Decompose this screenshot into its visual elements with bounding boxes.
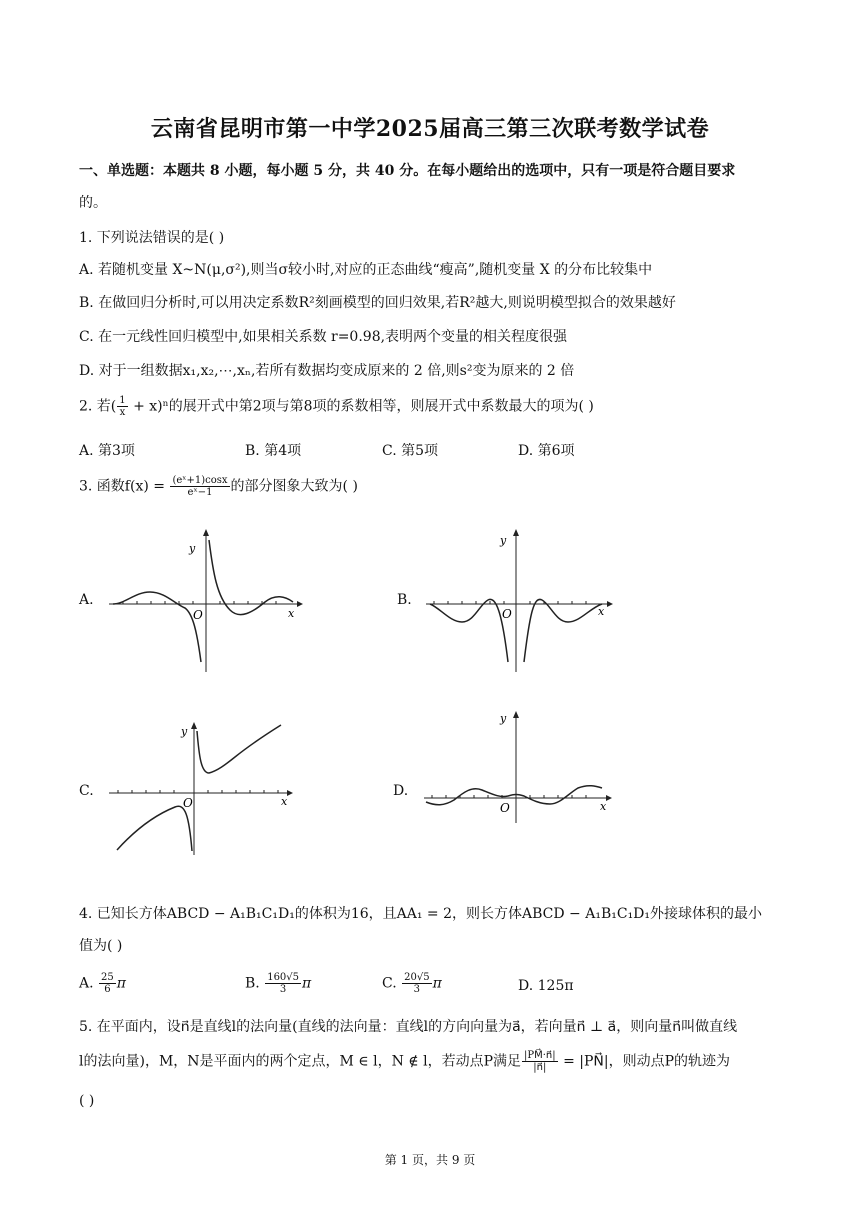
q4-b-num: 160√5 [267,972,300,983]
q3-stem [79,475,358,498]
q1-option-d: D. 对于一组数据x₁,x₂,⋯,xₙ,若所有数据均变成原来的 2 倍,则s²变为原来的 2 倍 [79,363,575,379]
section-heading-cont: 的。 [79,195,107,211]
q3-stem-prefix: 3. 函数f(x) = [79,478,170,495]
graph-d-label: D. [393,783,409,799]
graph-c [105,715,305,860]
graph-d-x-label: x [600,800,607,813]
q4-stem-line2: 值为( ) [79,938,123,954]
graph-b-y-label: y [500,534,507,547]
q3-frac-den: eˣ−1 [187,487,213,498]
graph-b-x-label: x [598,605,605,618]
q1-option-b: B. 在做回归分析时,可以用决定系数R²刻画模型的回归效果,若R²越大,则说明模型拟合的效果越好 [79,295,676,311]
q2-stem [79,395,594,418]
q4-option-b [245,972,311,995]
q4-b-pi: π [302,975,312,992]
q2-stem-prefix: 2. 若( [79,398,117,415]
q1-stem: 1. 下列说法错误的是( ) [79,230,225,246]
q5-line2-suffix: = |PN⃗|，则动点P的轨迹为 [558,1053,731,1070]
q4-c-fraction [402,972,431,995]
graph-a-label: A. [79,592,94,608]
q4-a-num: 25 [101,972,114,983]
q2-fraction [117,395,127,418]
q4-option-d: D. 125π [518,978,574,994]
graph-d-origin: O [500,801,510,815]
q5-line2-prefix: l的法向量)，M，N是平面内的两个定点，M ∈ l，N ∉ l，若动点P满足 [79,1053,522,1070]
graph-a-y-label: y [189,542,196,555]
q4-option-a [79,972,126,995]
graph-a [105,522,305,677]
q5-fraction [522,1050,558,1073]
q4-a-pi: π [116,975,126,992]
graph-b-label: B. [397,592,412,608]
q2-frac-den: x [119,407,126,418]
q4-option-c [382,972,442,995]
q5-stem-line1: 5. 在平面内，设n⃗是直线l的法向量(直线的法向量：直线l的方向向量为a⃗，若向量n⃗ ⊥ a⃗，则向量n⃗叫做直线 [79,1019,738,1035]
q4-c-den: 3 [413,984,421,995]
graph-c-label: C. [79,783,94,799]
q2-option-d: D. 第6项 [518,443,575,459]
q1-option-a: A. 若随机变量 X~N(μ,σ²),则当σ较小时,对应的正态曲线“瘦高”,随机变量 X 的分布比较集中 [79,262,653,278]
q5-frac-den: |n⃗| [533,1062,547,1073]
q2-option-c: C. 第5项 [382,443,439,459]
graph-c-origin: O [183,796,193,810]
q5-stem-line3: ( ) [79,1093,95,1109]
graph-d [420,708,618,828]
q4-a-den: 6 [104,984,111,995]
section-heading: 一、单选题：本题共 8 小题，每小题 5 分，共 40 分。在每小题给出的选项中，只有一项是符合题目要求 [79,163,736,179]
q3-frac-num: (eˣ+1)cosx [172,475,228,486]
q1-option-c: C. 在一元线性回归模型中,如果相关系数 r=0.98,表明两个变量的相关程度很强 [79,329,568,345]
graph-c-x-label: x [281,795,288,808]
q4-c-num: 20√5 [404,972,430,983]
q4-c-pi: π [432,975,442,992]
q2-stem-suffix: + x)ⁿ的展开式中第2项与第8项的系数相等，则展开式中系数最大的项为( ) [128,398,594,415]
graph-c-y-label: y [181,725,188,738]
graph-a-x-label: x [288,607,295,620]
exam-title: 云南省昆明市第一中学2025届高三第三次联考数学试卷 [150,116,710,142]
q5-frac-num: |PM⃗·n⃗| [524,1050,556,1061]
q2-option-b: B. 第4项 [245,443,302,459]
q5-stem-line2 [79,1050,730,1073]
graph-a-origin: O [193,608,203,622]
q4-stem-line1: 4. 已知长方体ABCD − A₁B₁C₁D₁的体积为16，且AA₁ = 2，则长方体ABCD − A₁B₁C₁D₁外接球体积的最小 [79,906,763,922]
q3-stem-suffix: 的部分图象大致为( ) [230,478,358,495]
q4-b-label: B. [245,975,260,992]
q3-fraction [170,475,229,498]
graph-b [422,522,617,677]
q4-b-fraction [265,972,301,995]
graph-d-y-label: y [500,712,507,725]
page-footer: 第 1 页，共 9 页 [384,1153,476,1167]
q2-frac-num: 1 [119,395,126,406]
q4-b-den: 3 [279,984,287,995]
q2-option-a: A. 第3项 [79,443,135,459]
q4-a-label: A. [79,975,94,992]
q4-c-label: C. [382,975,397,992]
q4-a-fraction [99,972,116,995]
graph-b-origin: O [502,607,512,621]
